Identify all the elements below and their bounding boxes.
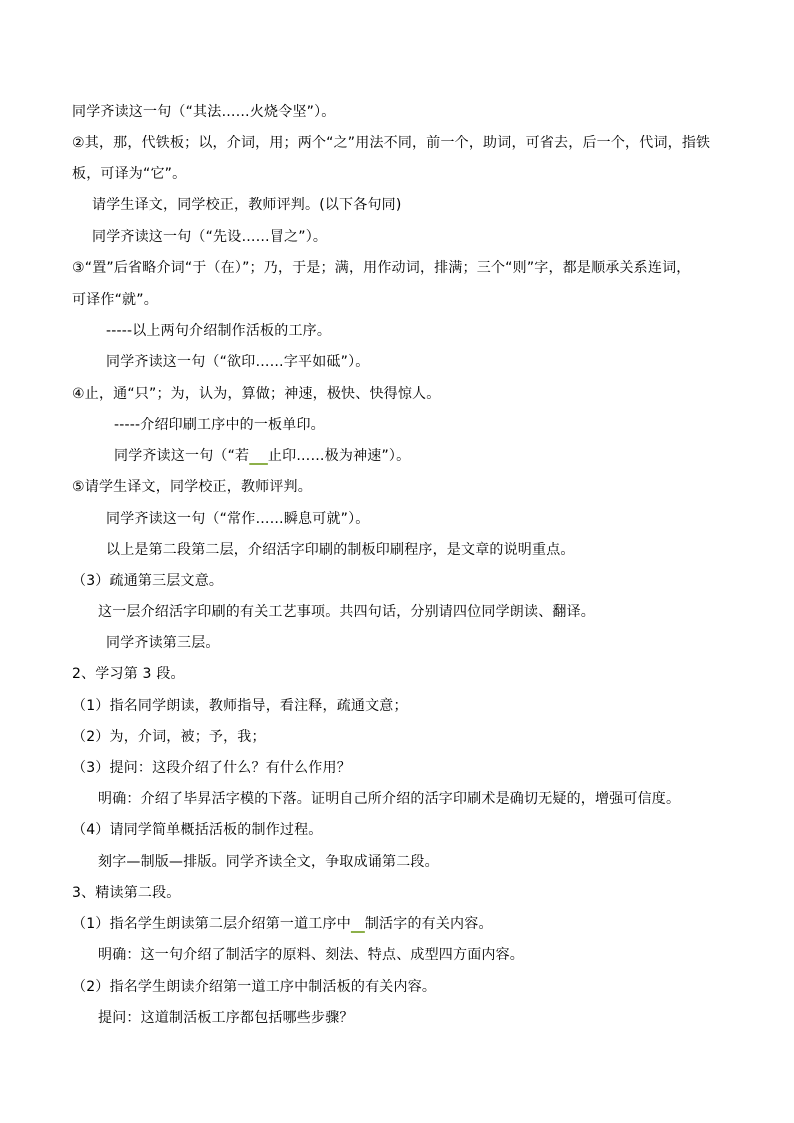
text-line-23: 明确：介绍了毕昇活字模的下落。证明自己所介绍的活字印刷术是确切无疑的，增强可信度。 [98,791,681,807]
text-line-12-part-1: 同学齐读这一句（“若 [114,448,250,464]
text-line-20: （1）指名同学朗读，教师指导，看注释，疏通文意； [72,698,408,714]
text-line-27-part-2: 制活字的有关内容。 [364,916,493,932]
text-line-3: 板，可译为“它”。 [72,166,187,182]
text-line-21: （2）为，介词，被；予，我； [72,729,266,745]
text-line-2: ②其，那，代铁板；以，介词，用；两个“之”用法不同，前一个，助词，可省去，后一个，代词，指铁 [72,135,711,151]
text-line-1: 同学齐读这一句（“其法……火烧令坚”）。 [72,104,336,120]
text-line-27 [72,914,493,934]
text-line-14: 同学齐读这一句（“常作……瞬息可就”）。 [106,511,370,527]
text-line-8: -----以上两句介绍制作活板的工序。 [106,323,332,339]
highlight-mark [249,448,268,464]
text-line-29: （2）指名学生朗读介绍第一道工序中制活板的有关内容。 [72,979,437,995]
text-line-4: 请学生译文，同学校正，教师评判。(以下各句同) [92,197,402,213]
text-line-11: -----介绍印刷工序中的一板单印。 [114,417,325,433]
text-line-15: 以上是第二段第二层，介绍活字印刷的制板印刷程序，是文章的说明重点。 [106,542,575,558]
text-line-24: （4）请同学简单概括活板的制作过程。 [72,822,323,838]
text-line-28: 明确：这一句介绍了制活字的原料、刻法、特点、成型四方面内容。 [98,947,524,963]
text-line-9: 同学齐读这一句（“欲印……字平如砥”）。 [106,354,370,370]
text-line-16: （3）疏通第三层文意。 [72,573,224,589]
text-line-5: 同学齐读这一句（“先设……冒之”）。 [92,229,328,245]
text-line-13: ⑤请学生译文，同学校正，教师评判。 [72,479,312,495]
text-line-26: 3、精读第二段。 [72,885,181,901]
text-line-12-part-2: 止印……极为神速”）。 [267,448,411,464]
text-line-10: ④止，通“只”；为，认为，算做；神速，极快、快得惊人。 [72,386,441,402]
text-line-27-part-1: （1）指名学生朗读第二层介绍第一道工序中 [72,916,351,932]
text-line-7: 可译作“就”。 [72,292,158,308]
text-line-30: 提问：这道制活板工序都包括哪些步骤？ [98,1010,354,1026]
text-line-12 [114,446,410,466]
highlight-mark-2 [351,916,365,932]
text-line-6: ③“置”后省略介词“于（在）”；乃，于是；满，用作动词，排满；三个“则”字，都是顺承关系连词， [72,260,691,276]
text-line-19: 2、学习第 3 段。 [72,666,185,682]
text-line-25: 刻字—制版—排版。同学齐读全文，争取成诵第二段。 [98,854,439,870]
text-line-17: 这一层介绍活字印刷的有关工艺事项。共四句话，分别请四位同学朗读、翻译。 [98,604,595,620]
text-line-22: （3）提问：这段介绍了什么？有什么作用？ [72,760,351,776]
text-line-18: 同学齐读第三层。 [106,635,220,651]
